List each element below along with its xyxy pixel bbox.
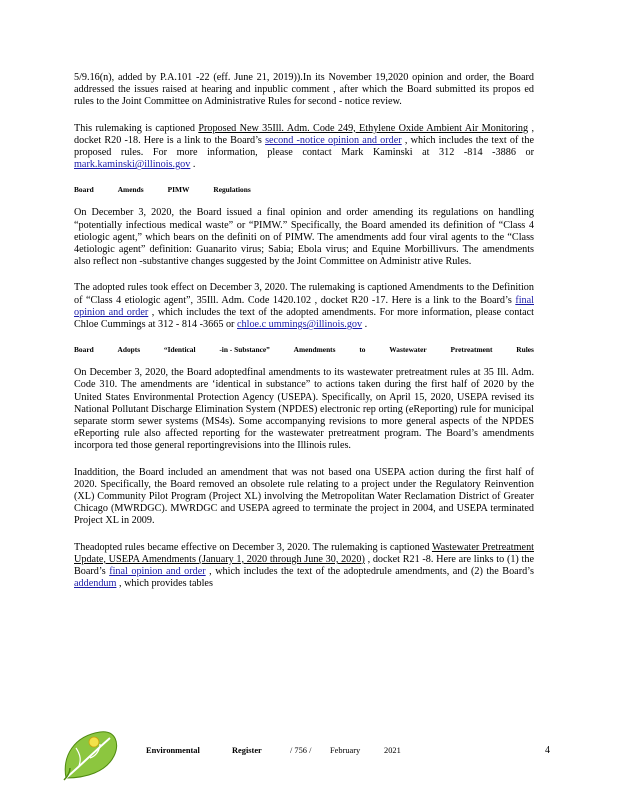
paragraph-r20-18-caption [74,123,534,172]
footer-register: Register [232,746,262,755]
pimw-text-pre: The adopted rules took effect on December 3, 2020. The rulemaking is captioned Amendments to the Definition of “Class 4 etiologic agent”, 35Ill. Adm. Code 1420.102 , docket R20 -17. Here is a link to the Board’s [74,282,534,306]
footer-month: February [330,746,361,755]
section-heading-pimw [74,185,534,195]
page-footer [60,726,550,786]
second-notice-link[interactable]: second -notice opinion and order [265,134,402,146]
caption-title: Proposed New 35Ill. Adm. Code 249, Ethylene Oxide Ambient Air Monitoring [198,122,529,134]
document-body [74,72,534,605]
pimw-final-opinion-link[interactable]: final opinion and order [74,294,534,318]
paragraph-wastewater-amendments: On December 3, 2020, the Board adoptedfinal amendments to its wastewater pretreatment rules at 35 Ill. Adm. Code 310. The amendments are ‘identical in substance” to actions taken during the first half of 2020 by the United States Environmental Protection Agency (USEPA). Specifically, on April 15, 2020, USEPA revised its National Pollutant Discharge Elimination System (NPDES) electronic rep orting (eReporting) rule for municipal separate storm sewer systems (MS4s). Some accompanying revisions to more general aspects of the NPDES eReporting rule also affected reporting for the wastewater pretreatment program. The Board’s amendments incorpora ted those general reportingrevisions into the Illinois rules. [74,367,534,452]
heading-word: Amends [117,185,144,195]
heading-word: Board [74,185,94,195]
heading-word: -in - Substance” [219,345,270,355]
caption-text-mid: , docket R20 -18. Here is a link to the Board’s [74,122,534,146]
r21-text-mid2: , which includes the text of the adoptedrule amendments, and (2) the Board’s [205,566,534,578]
pimw-text-end: . [362,319,368,331]
heading-word: Pretreatment [450,345,493,355]
caption-text-pre: This rulemaking is captioned [74,122,199,134]
caption-text-end: . [190,159,196,171]
page-number: 4 [545,745,550,756]
paragraph-pimw-amendments: On December 3, 2020, the Board issued a final opinion and order amending its regulations on handling “potentially infectious medical waste” or “PIMW.” Specifically, the Board amended its definition of “Class 4 etiologic agent,” which bears on the definiti on of PIMW. The amendments add four viral agents to the “Class 4etiologic agent” definition: Guanarito virus; Sabia; Ebola virus; and Equine Morbillivurs. The amendments also reflect non -substantive changes suggested by the Joint Committee on Administr ative Rules. [74,207,534,268]
kaminski-email-link[interactable]: mark.kaminski@illinois.gov [74,159,191,171]
heading-word: PIMW [167,185,190,195]
caption-text-post: , which includes the text of the proposed rules. For more information, please contact Mark Kaminski at 312 -814 -3886 or [74,134,534,159]
r21-text-post: , which provides tables [116,578,213,590]
heading-word: Wastewater [389,345,427,355]
heading-word: Adopts [117,345,141,355]
heading-word: Rules [516,345,534,355]
heading-word: “Identical [163,345,196,355]
cummings-email-link[interactable]: chloe.c ummings@illinois.gov [237,319,363,331]
paragraph-pimw-caption [74,282,534,331]
section-heading-wastewater [74,345,534,355]
r21-final-opinion-link[interactable]: final opinion and order [109,566,206,578]
leaf-logo-icon [60,726,122,784]
heading-word: Amendments [293,345,336,355]
paragraph-project-xl: Inaddition, the Board included an amendment that was not based ona USEPA action during the first half of 2020. Specifically, the Board removed an obsolete rule relating to a project under the Regulatory Reinvention (XL) Community Pilot Program (Project XL) involving the Metropolitan Water Reclamation District of Greater Chicago (MWRDGC). MWRDGC and USEPA agreed to terminate the project in 2004, and USEPA terminated Project XL in 2009. [74,466,534,527]
paragraph-r21-8-caption [74,542,534,591]
paragraph-r20-18-history: 5/9.16(n), added by P.A.101 -22 (eff. June 21, 2019)).In its November 19,2020 opinion and order, the Board addressed the issues raised at hearing and inpublic comment , after which the Board submitted its propos ed rules to the Joint Committee on Administrative Rules for second - notice review. [74,72,534,108]
heading-word: Regulations [213,185,251,195]
r21-text-pre: Theadopted rules became effective on December 3, 2020. The rulemaking is captioned [74,541,432,553]
footer-publication [146,746,446,755]
pimw-text-post: , which includes the text of the adopted amendments. For more information, please contact Chloe Cummings at 312 - 814 -3665 or [74,306,534,331]
r21-caption-title: Wastewater Pretreatment Update, USEPA Amendments (January 1, 2020 through June 30, 2020) [74,541,534,565]
addendum-link[interactable]: addendum [74,578,117,590]
r21-text-mid: , docket R21 -8. Here are links to (1) the Board’s [74,553,534,578]
footer-publication-name: Environmental [146,746,200,755]
footer-year: 2021 [384,746,401,755]
heading-word: Board [74,345,94,355]
heading-word: to [359,345,366,355]
footer-issue: / 756 / [290,746,312,755]
